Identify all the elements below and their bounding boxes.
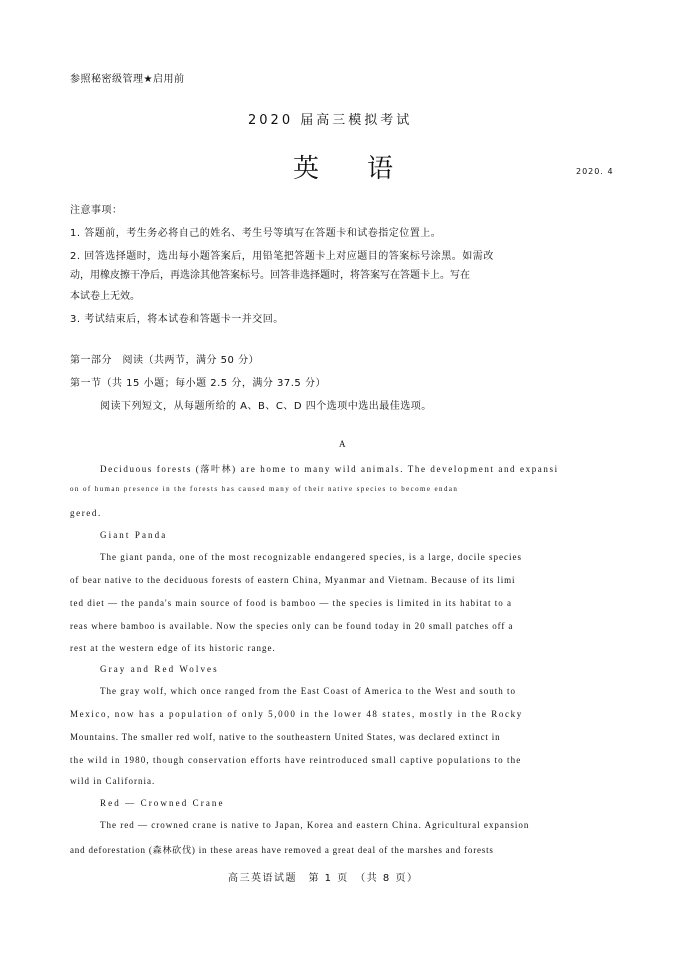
section1-heading: 第一节（共 15 小题；每小题 2.5 分，满分 37.5 分）: [70, 378, 326, 389]
subject-title: [293, 148, 393, 185]
crane-line-2: and deforestation (森林砍伐) in these areas have removed a great deal of the marshes and forests: [70, 845, 494, 855]
passage-intro-line-3: gered.: [70, 508, 102, 518]
panda-line-3: ted diet — the panda's main source of food is bamboo — the species is limited in its habitat to a: [70, 598, 513, 608]
page-footer: 高三英语试题 第 1 页 （共 8 页）: [228, 873, 419, 884]
passage-intro-line-1: Deciduous forests (落叶林) are home to many wild animals. The development and expansi: [100, 464, 559, 474]
passage-intro-line-2: on of human presence in the forests has caused many of their native species to become endan: [70, 485, 459, 493]
wolves-heading: Gray and Red Wolves: [100, 664, 219, 674]
wolves-line-1: The gray wolf, which once ranged from the East Coast of America to the West and south to: [100, 686, 517, 696]
panda-line-1: The giant panda, one of the most recognizable endangered species, is a large, docile species: [100, 552, 522, 562]
notice-item-2-line-1: 2. 回答选择题时，选出每小题答案后，用铅笔把答题卡上对应题目的答案标号涂黑。如需改: [70, 251, 494, 262]
wolves-line-3: Mountains. The smaller red wolf, native to the southeastern United States, was declared extinct in: [70, 732, 501, 742]
notice-item-2-line-3: 本试卷上无效。: [70, 291, 140, 302]
notice-heading: 注意事项：: [70, 205, 123, 216]
subject-char-2: 语: [367, 154, 394, 184]
instruction: 阅读下列短文，从每题所给的 A、B、C、D 四个选项中选出最佳选项。: [100, 401, 432, 412]
notice-item-1: 1. 答题前，考生务必将自己的姓名、考生号等填写在答题卡和试卷指定位置上。: [70, 228, 442, 239]
notice-item-2-line-2: 动，用橡皮擦干净后，再选涂其他答案标号。回答非选择题时，将答案写在答题卡上。写在: [70, 270, 470, 281]
panda-line-4: reas where bamboo is available. Now the species only can be found today in 20 small patches off a: [70, 621, 514, 631]
part1-heading: 第一部分 阅读（共两节，满分 50 分）: [70, 355, 260, 366]
exam-date: 2020. 4: [576, 167, 614, 176]
wolves-line-4: the wild in 1980, though conservation efforts have reintroduced small captive populations to the: [70, 755, 522, 765]
crane-heading: Red — Crowned Crane: [100, 798, 225, 808]
wolves-line-5: wild in California.: [70, 776, 156, 786]
confidential-label: 参照秘密级管理★启用前: [70, 74, 185, 85]
subject-char-1: 英: [293, 154, 320, 184]
crane-line-1: The red — crowned crane is native to Japan, Korea and eastern China. Agricultural expansion: [100, 820, 530, 830]
passage-label: A: [339, 439, 348, 449]
panda-line-5: rest at the western edge of its historic range.: [70, 643, 276, 653]
notice-item-3: 3. 考试结束后，将本试卷和答题卡一并交回。: [70, 314, 284, 325]
panda-heading: Giant Panda: [100, 530, 168, 540]
panda-line-2: of bear native to the deciduous forests of eastern China, Myanmar and Vietnam. Because of its limi: [70, 575, 516, 585]
exam-title: 2020 届高三模拟考试: [248, 113, 413, 128]
wolves-line-2: Mexico, now has a population of only 5,000 in the lower 48 states, mostly in the Rocky: [70, 709, 523, 719]
